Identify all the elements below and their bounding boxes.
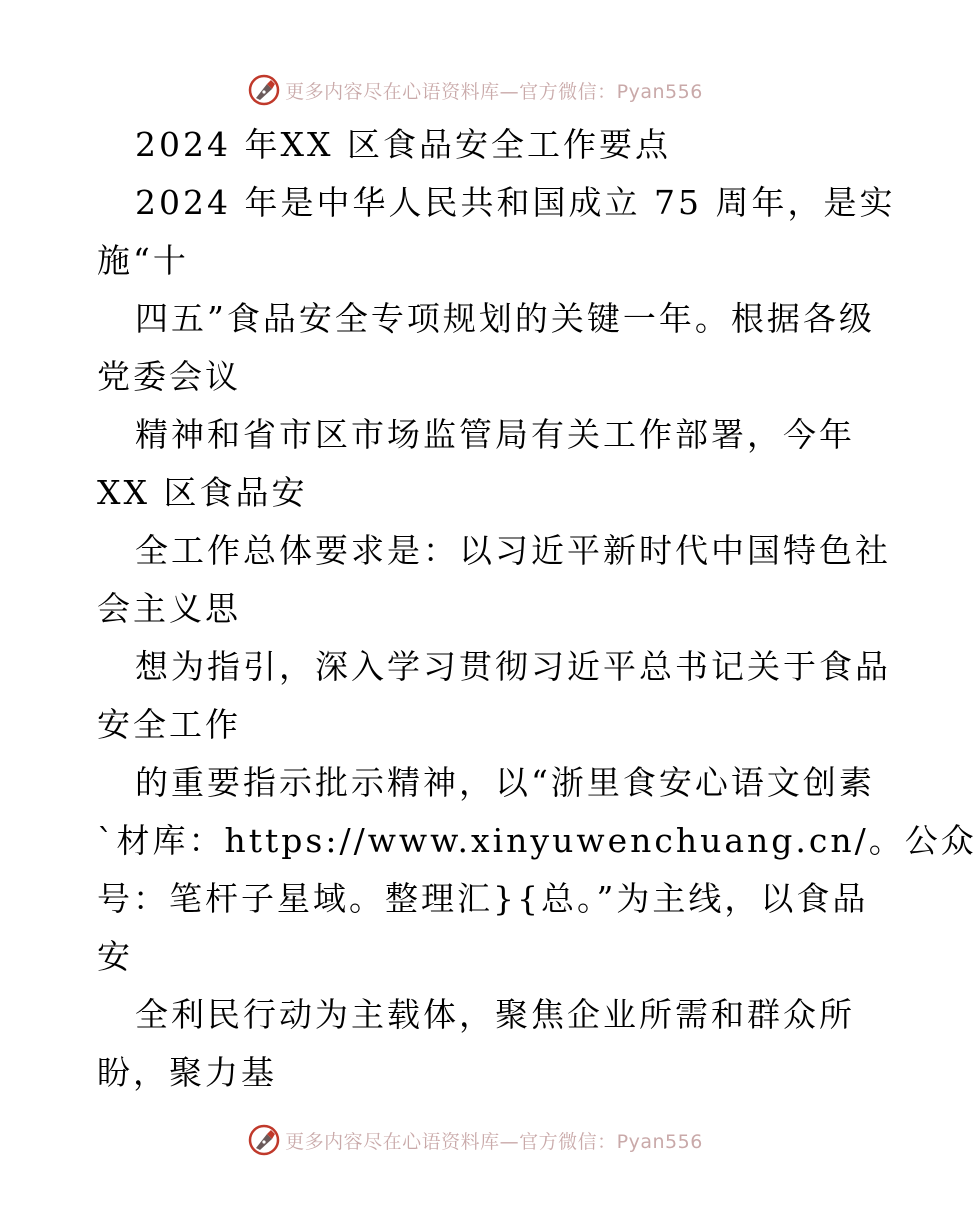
text-line: `材库：https://www.xinyuwenchuang.cn/。公众 xyxy=(97,821,977,860)
text-line: 2024 年是中华人民共和国成立 75 周年，是实 xyxy=(135,183,896,222)
footer-watermark-banner xyxy=(0,1120,950,1160)
text-line: 全利民行动为主载体，聚焦企业所需和群众所 xyxy=(135,995,855,1034)
watermark-text: 更多内容尽在心语资料库—官方微信：Pyan556 xyxy=(285,1130,703,1153)
text-line: 想为指引，深入学习贯彻习近平总书记关于食品 xyxy=(135,647,891,686)
text-line: 施“十 xyxy=(97,241,189,280)
text-line: 盼，聚力基 xyxy=(97,1053,277,1092)
text-line: 号：笔杆子星域。整理汇}{总。”为主线，以食品 xyxy=(97,879,869,918)
document-body xyxy=(97,116,977,1102)
text-line: 党委会议 xyxy=(97,357,241,396)
pen-nib-logo-icon xyxy=(247,73,281,107)
text-line: 四五”食品安全专项规划的关键一年。根据各级 xyxy=(135,299,875,338)
text-line: XX 区食品安 xyxy=(97,473,308,512)
watermark-text: 更多内容尽在心语资料库—官方微信：Pyan556 xyxy=(285,80,703,103)
text-line: 安全工作 xyxy=(97,705,241,744)
text-line: 安 xyxy=(97,937,133,976)
text-line: 的重要指示批示精神，以“浙里食安心语文创素 xyxy=(135,763,875,802)
pen-nib-logo-icon xyxy=(247,1123,281,1157)
text-line: 精神和省市区市场监管局有关工作部署，今年 xyxy=(135,415,855,454)
document-title: 2024 年XX 区食品安全工作要点 xyxy=(135,125,671,164)
text-line: 全工作总体要求是：以习近平新时代中国特色社 xyxy=(135,531,891,570)
text-line: 会主义思 xyxy=(97,589,241,628)
header-watermark-banner xyxy=(0,70,950,110)
